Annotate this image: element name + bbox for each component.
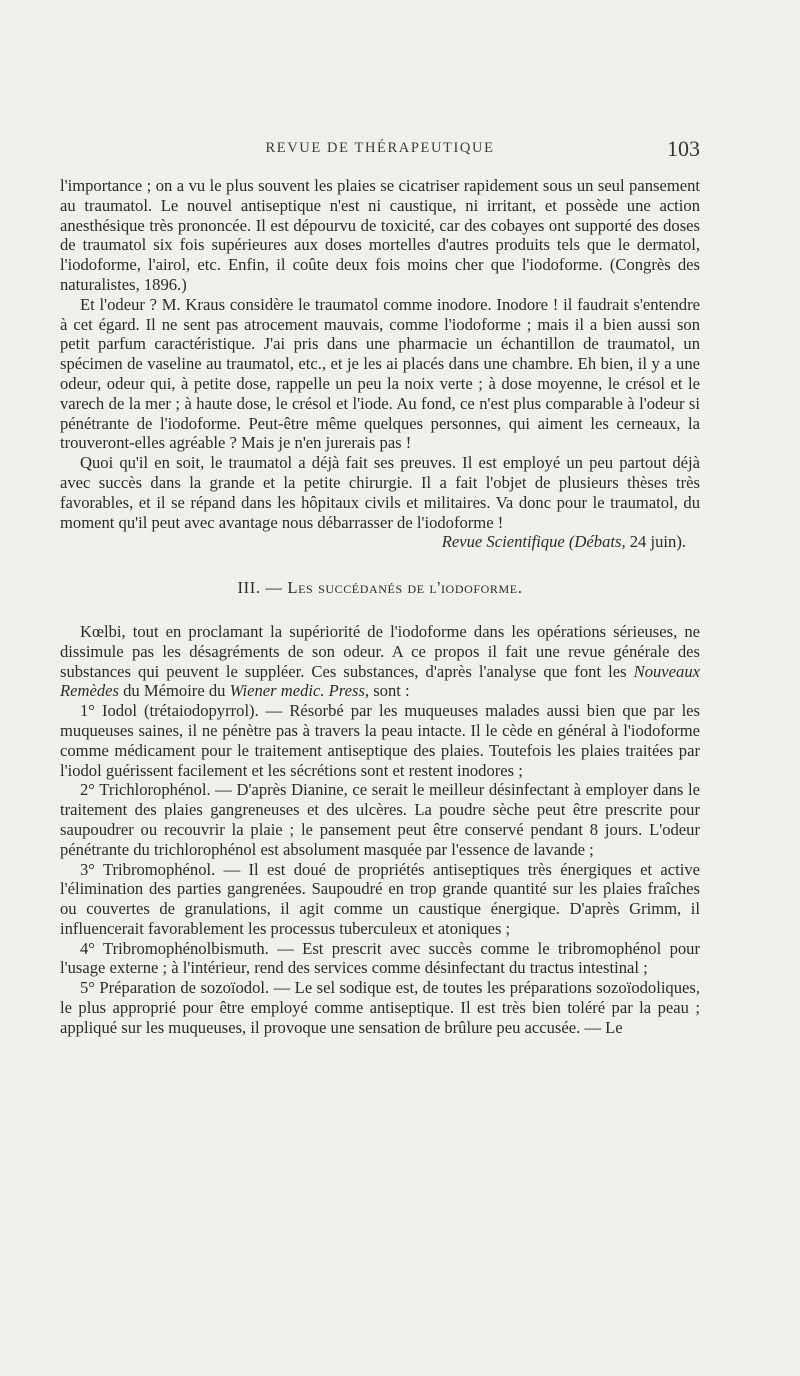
section-heading xyxy=(60,578,700,598)
paragraph-conclusion: Quoi qu'il en soit, le traumatol a déjà fait ses preuves. Il est employé un peu partout déjà avec succès dans la grande et la petite chirurgie. Il a fait l'objet de plusieurs thèses très favorables, et il se répand dans les hôpitaux civils et militaires. Va donc pour le traumatol, du moment qu'il peut avec avantage nous débarrasser de l'iodoforme ! xyxy=(60,453,700,532)
section-number: III. — xyxy=(237,578,288,598)
paragraph-koelbi xyxy=(60,622,700,701)
running-header xyxy=(60,136,700,166)
paragraph-koelbi-mid: du Mémoire du xyxy=(118,681,230,701)
paragraph-odor: Et l'odeur ? M. Kraus considère le traumatol comme inodore. Inodore ! il faudrait s'entendre à cet égard. Il ne sent pas atrocement mauvais, comme l'iodoforme ; mais il a bien aussi son petit parfum caractéristique. J'ai pris dans une pharmacie un échantillon de traumatol, un spécimen de vaseline au traumatol, etc., et je les ai placés dans une chambre. Eh bien, il y a une odeur, odeur qui, à petite dose, rappelle un peu la noix verte ; à dose moyenne, le crésol et le varech de la mer ; à haute dose, le crésol et l'iode. Au fond, ce n'est plus comparable à l'odeur si pénétrante de l'iodoforme. Peut-être même quelques personnes, qui aiment les cerneaux, la trouveront-elles agréable ? Mais je n'en jurerais pas ! xyxy=(60,294,700,453)
list-item-tribromophenolbismuth: 4° Tribromophénolbismuth. — Est prescrit avec succès comme le tribromophénol pour l'usage externe ; à l'intérieur, rend des services comme désinfectant du tractus intestinal ; xyxy=(60,938,700,978)
section-title: Les succédanés de l'iodoforme. xyxy=(287,578,523,598)
citation xyxy=(60,532,700,552)
journal-nouveaux-remedes: Nouveaux Remèdes xyxy=(60,661,700,701)
paragraph-koelbi-end: , sont : xyxy=(364,681,410,701)
citation-date: 24 juin). xyxy=(625,532,686,552)
page-number: 103 xyxy=(667,136,700,161)
journal-wiener-medic-press: Wiener medic. Press xyxy=(229,681,365,701)
citation-source: Revue Scientifique (Débats, xyxy=(441,532,626,552)
paragraph-koelbi-start: Kœlbi, tout en proclamant la supériorité de l'iodoforme dans les opérations sérieuses, ne dissimule pas les désagréments de son odeur. A ce propos il fait une revue générale des substances qui peuvent le suppléer. Ces substances, d'après l'analyse que font les xyxy=(60,621,700,681)
running-title: REVUE DE THÉRAPEUTIQUE xyxy=(265,140,495,156)
body-text xyxy=(60,176,700,1038)
list-item-trichlorophenol: 2° Trichlorophénol. — D'après Dianine, ce serait le meilleur désinfectant à employer dans le traitement des plaies gangreneuses et des ulcères. La poudre sèche peut être prescrite pour saupoudrer ou recouvrir la plaie ; le pansement peut être conservé pendant 8 jours. L'odeur pénétrante du trichlorophénol est absolument masquée par l'essence de lavande ; xyxy=(60,780,700,859)
list-item-sozoiodol: 5° Préparation de sozoïodol. — Le sel sodique est, de toutes les préparations sozoïodoliques, le plus approprié pour être employé comme antiseptique. Il est très bien toléré par la peau ; appliqué sur les muqueuses, il provoque une sensation de brûlure peu accusée. — Le xyxy=(60,978,700,1037)
list-item-tribromophenol: 3° Tribromophénol. — Il est doué de propriétés antiseptiques très énergiques et active l'élimination des parties gangrenées. Saupoudré en trop grande quantité sur les plaies fraîches ou couvertes de granulations, il agit comme un caustique énergique. D'après Grimm, il influencerait favorablement les processus tuberculeux et atoniques ; xyxy=(60,859,700,938)
list-item-iodol: 1° Iodol (trétaiodopyrrol). — Résorbé par les muqueuses malades aussi bien que par les muqueuses saines, il ne pénètre pas à travers la peau intacte. Il le cède en général à l'iodoforme comme médicament pour le traitement antiseptique des plaies. Toutefois les plaies traitées par l'iodol guérissent facilement et les sécrétions sont et restent inodores ; xyxy=(60,701,700,780)
paragraph-traumatol-properties: l'importance ; on a vu le plus souvent les plaies se cicatriser rapidement sous un seul pansement au traumatol. Le nouvel antiseptique n'est ni caustique, ni irritant, et possède une action anesthésique très prononcée. Il est dépourvu de toxicité, car des cobayes ont supporté des doses de traumatol six fois supérieures aux doses mortelles d'autres produits tels que le dermatol, l'iodoforme, l'airol, etc. Enfin, il coûte deux fois moins cher que l'iodoforme. (Congrès des naturalistes, 1896.) xyxy=(60,176,700,294)
